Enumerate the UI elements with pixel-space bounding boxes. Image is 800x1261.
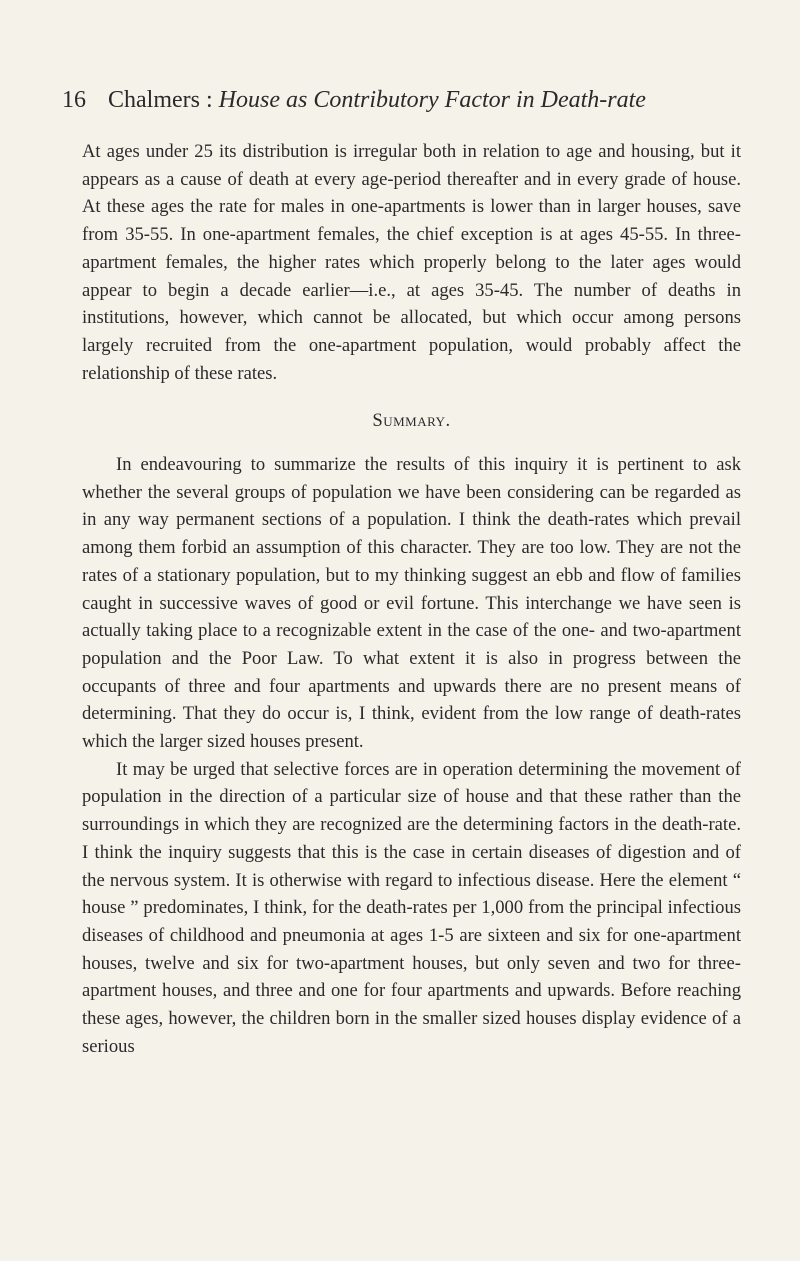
paragraph-3: It may be urged that selective forces are in operation determining the movement of population in the direction of a particular size of house and that these rather than the surroundings in which they are recognized are the determining factors in the death-rate. I think the inquiry suggests that this is the case in certain diseases of digestion and of the nervous system. It is otherwise with regard to infectious disease. Here the element “ house ” predominates, I think, for the death-rates per 1,000 from the principal infectious diseases of childhood and pneumonia at ages 1-5 are sixteen and six for one-apartment houses, twelve and six for two-apartment houses, but only seven and two for three-apartment houses, and three and one for four apartments and upwards. Before reaching these ages, however, the children born in the smaller sized houses display evidence of a serious [82, 758, 741, 1057]
section-heading: Summary. [372, 410, 451, 432]
page-number: 16 [62, 87, 86, 113]
running-head-title: House as Contributory Factor in Death-rate [218, 87, 646, 113]
paragraph-1: At ages under 25 its distribution is irregular both in relation to age and housing, but it appears as a cause of death at every age-period thereafter and in every grade of house. At these ages the rate for males in one-apartments is lower than in larger houses, save from 35-55. In one-apartment females, the chief exception is at ages 45-55. In three-apartment females, the higher rates which properly belong to the later ages would appear to begin a decade earlier—i.e., at ages 35-45. The number of deaths in institutions, however, which cannot be allocated, but which occur among persons largely recruited from the one-apartment population, would probably affect the relationship of these rates. [82, 141, 741, 384]
running-head-author: Chalmers : [108, 87, 213, 113]
paragraph-2: In endeavouring to summarize the results of this inquiry it is pertinent to ask whether the several groups of population we have been considering can be regarded as in any way permanent sections of a population. I think the death-rates which prevail among them forbid an assumption of this character. They are too low. They are not the rates of a stationary population, but to my thinking suggest an ebb and flow of families caught in successive waves of good or evil fortune. This interchange we have seen is actually taking place to a recognizable extent in the case of the one- and two-apartment population and the Poor Law. To what extent it is also in progress between the occupants of three and four apartments and upwards there are no present means of determining. That they do occur is, I think, evident from the low range of death-rates which the larger sized houses present. [82, 454, 741, 753]
running-head [62, 84, 742, 116]
body-text [82, 138, 741, 1061]
